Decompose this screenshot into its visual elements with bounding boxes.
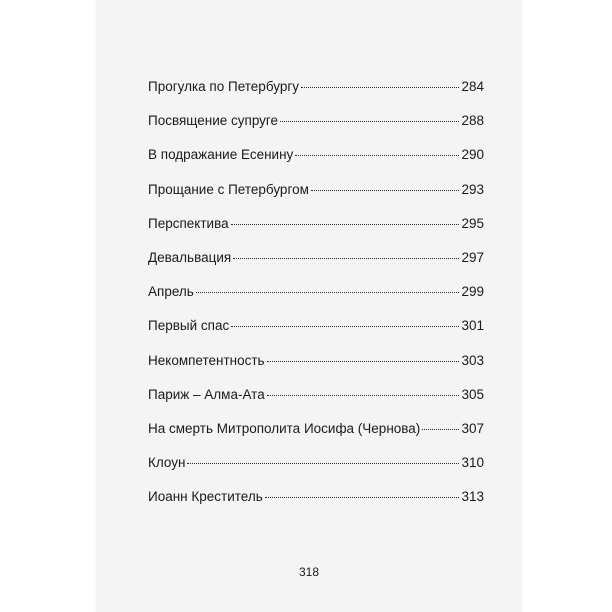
toc-entry-page: 301 — [461, 318, 484, 334]
toc-entry-title: Перспектива — [148, 215, 229, 231]
toc-entry — [148, 180, 484, 214]
toc-dot-leader — [233, 258, 459, 259]
toc-entry — [148, 145, 484, 179]
table-of-contents — [148, 77, 484, 521]
toc-entry-title: Клоун — [148, 455, 186, 471]
toc-entry — [148, 419, 484, 453]
book-page — [96, 0, 522, 612]
toc-dot-leader — [187, 463, 459, 464]
toc-entry-page: 299 — [461, 284, 484, 300]
toc-entry-page: 310 — [461, 455, 484, 471]
toc-entry-title: Иоанн Креститель — [148, 489, 263, 505]
toc-entry-page: 290 — [461, 147, 484, 163]
toc-entry-title: Апрель — [148, 284, 194, 300]
toc-entry-title: В подражание Есенину — [148, 147, 294, 163]
toc-dot-leader — [267, 395, 460, 396]
toc-entry — [148, 487, 484, 521]
toc-entry-page: 288 — [461, 113, 484, 129]
toc-dot-leader — [295, 155, 459, 156]
toc-entry — [148, 282, 484, 316]
toc-entry-page: 313 — [461, 489, 484, 505]
toc-entry — [148, 111, 484, 145]
toc-entry-page: 303 — [461, 352, 484, 368]
toc-dot-leader — [265, 497, 460, 498]
toc-dot-leader — [311, 190, 460, 191]
toc-entry — [148, 214, 484, 248]
toc-entry — [148, 453, 484, 487]
toc-entry-title: Париж – Алма-Ата — [148, 386, 265, 402]
toc-entry-title: Прощание с Петербургом — [148, 181, 309, 197]
toc-dot-leader — [196, 292, 460, 293]
toc-entry-page: 284 — [461, 79, 484, 94]
toc-dot-leader — [231, 326, 459, 327]
toc-entry-page: 305 — [461, 386, 484, 402]
toc-entry — [148, 351, 484, 385]
toc-entry-page: 293 — [461, 181, 484, 197]
toc-entry-page: 297 — [461, 249, 484, 265]
toc-entry — [148, 316, 484, 350]
toc-dot-leader — [422, 429, 459, 430]
toc-entry-title: Девальвация — [148, 249, 232, 265]
toc-dot-leader — [231, 224, 460, 225]
toc-dot-leader — [280, 121, 459, 122]
toc-entry-title: Первый спас — [148, 318, 230, 334]
toc-dot-leader — [301, 87, 459, 88]
page-number: 318 — [298, 565, 320, 579]
toc-entry-page: 295 — [461, 215, 484, 231]
toc-entry-title: Посвящение супруге — [148, 113, 279, 129]
toc-entry-title: На смерть Митрополита Иосифа (Чернова) — [148, 420, 421, 436]
toc-dot-leader — [267, 361, 460, 362]
toc-entry-page: 307 — [461, 420, 484, 436]
toc-entry — [148, 248, 484, 282]
toc-entry — [148, 77, 484, 111]
toc-entry-title: Прогулка по Петербургу — [148, 79, 300, 94]
toc-entry-title: Некомпетентность — [148, 352, 265, 368]
toc-entry — [148, 385, 484, 419]
